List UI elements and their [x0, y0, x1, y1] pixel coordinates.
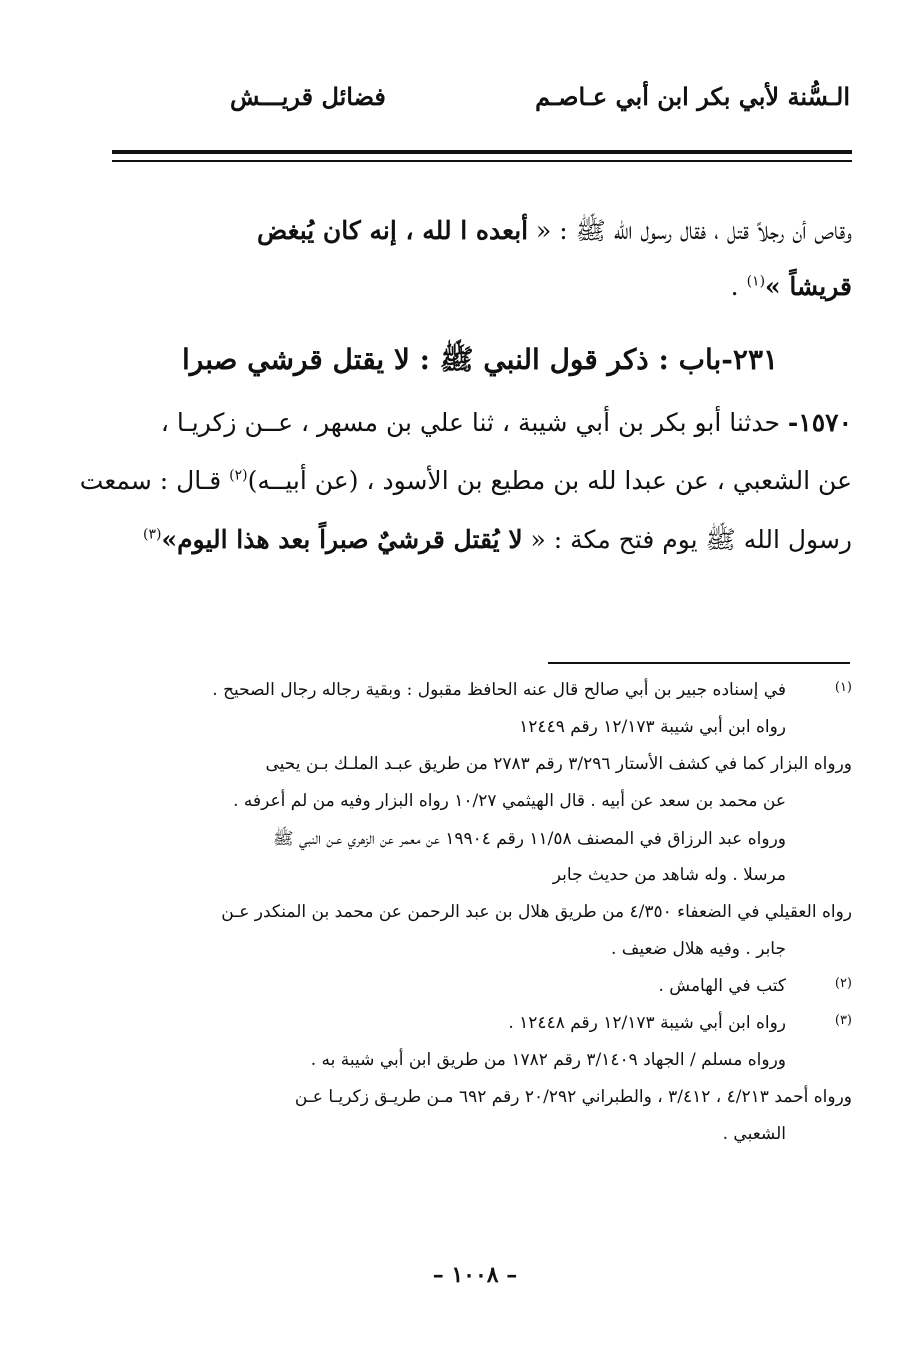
footnote-line: الشعبي .: [722, 1124, 786, 1144]
footnote-2: [100, 976, 852, 1013]
chapter-heading: ٢٣١-باب : ذكر قول النبي ﷺ : لا يقتل قرشي صبرا: [181, 343, 779, 376]
hadith-line-2-end: قـال : سمعت: [79, 466, 230, 495]
body-line-1-bold: أبعده ا لله ، إنه كان يُبغض: [257, 216, 529, 245]
footnote-3: [100, 1013, 852, 1161]
footnote-ref-1: (١): [746, 273, 766, 290]
footnote-line: كتب في الهامش .: [658, 976, 786, 996]
footnote-number: (٢): [834, 976, 852, 991]
footnote-number: (١): [834, 680, 852, 695]
running-book-title: الـسُّنة لأبي بكر ابن أبي عـاصـم: [535, 82, 850, 111]
footnote-line: ورواه عبد الرزاق في المصنف ١١/٥٨ رقم ١٩٩٠٤ عن معمر عن الزهري عـن النبي ﷺ: [273, 829, 786, 849]
hadith-line-3-text: رسول الله ﷺ يوم فتح مكة : «: [522, 525, 852, 554]
hadith-line-1: [108, 408, 852, 466]
body-line-1-text: وقاص أن رجلاً قتل ، فقال رسول الله ﷺ : «: [528, 216, 852, 245]
header-rule-thin: [112, 160, 852, 162]
footnote-line: جابر . وفيه هلال ضعيف .: [610, 939, 786, 959]
hadith-line-3-bold: لا يُقتل قرشيٌ صبراً بعد هذا اليوم»: [161, 525, 523, 554]
page-header: [110, 78, 850, 128]
footnote-number: (٣): [834, 1013, 852, 1028]
footnote-line: ورواه البزار كما في كشف الأستار ٣/٢٩٦ رقم ٢٧٨٣ من طريق عبـد الملـك بـن يحيى: [265, 754, 852, 774]
hadith-block: [79, 408, 852, 582]
footnote-line: عن محمد بن سعد عن أبيه . قال الهيثمي ١٠/٢٧ رواه البزار وفيه من لم أعرفه .: [233, 791, 786, 811]
body-line-1: [108, 218, 852, 274]
footnote-line: رواه ابن أبي شيبة ١٢/١٧٣ رقم ١٢٤٤٨ .: [508, 1013, 786, 1033]
hadith-line-3: [108, 524, 852, 582]
footnote-separator: [548, 662, 850, 664]
body-line-2: [108, 274, 852, 330]
body-line-2-bold: قريشاً »: [765, 272, 852, 301]
hadith-line-2-text: عن الشعبي ، عن عبدا لله بن مطيع بن الأسود ، (عن أبيــه): [247, 466, 852, 495]
hadith-number: ١٥٧٠-: [787, 408, 852, 437]
main-text: [108, 218, 852, 330]
footnote-line: رواه ابن أبي شيبة ١٢/١٧٣ رقم ١٢٤٤٩: [519, 717, 786, 737]
body-line-2-end: .: [730, 272, 747, 301]
hadith-line-2: [79, 466, 852, 524]
footnote-line: مرسلا . وله شاهد من حديث جابر: [552, 865, 786, 885]
footnotes: [100, 680, 852, 1161]
footnote-line: رواه العقيلي في الضعفاء ٤/٣٥٠ من طريق هلال بن عبد الرحمن عن محمد بن المنكدر عـن: [221, 902, 852, 922]
running-chapter-title: فضائل قريـــش: [230, 82, 386, 111]
hadith-line-1-text: حدثنا أبو بكر بن أبي شيبة ، ثنا علي بن مسهر ، عــن زكريـا ،: [160, 408, 788, 437]
footnote-line: في إسناده جبير بن أبي صالح قال عنه الحافظ مقبول : وبقية رجاله رجال الصحيح .: [212, 680, 786, 700]
footnote-line: ورواه أحمد ٤/٢١٣ ، ٣/٤١٢ ، والطبراني ٢٠/٢٩٢ رقم ٦٩٢ مـن طريـق زكريـا عـن: [294, 1087, 852, 1107]
page-number: – ١٠٠٨ –: [432, 1262, 518, 1288]
footnote-ref-2: (٢): [229, 467, 248, 484]
footnote-line: ورواه مسلم / الجهاد ٣/١٤٠٩ رقم ١٧٨٢ من طريق ابن أبي شيبة به .: [310, 1050, 786, 1070]
footnote-1: [100, 680, 852, 976]
header-rule-thick: [112, 150, 852, 154]
footnote-ref-3: (٣): [142, 526, 162, 543]
